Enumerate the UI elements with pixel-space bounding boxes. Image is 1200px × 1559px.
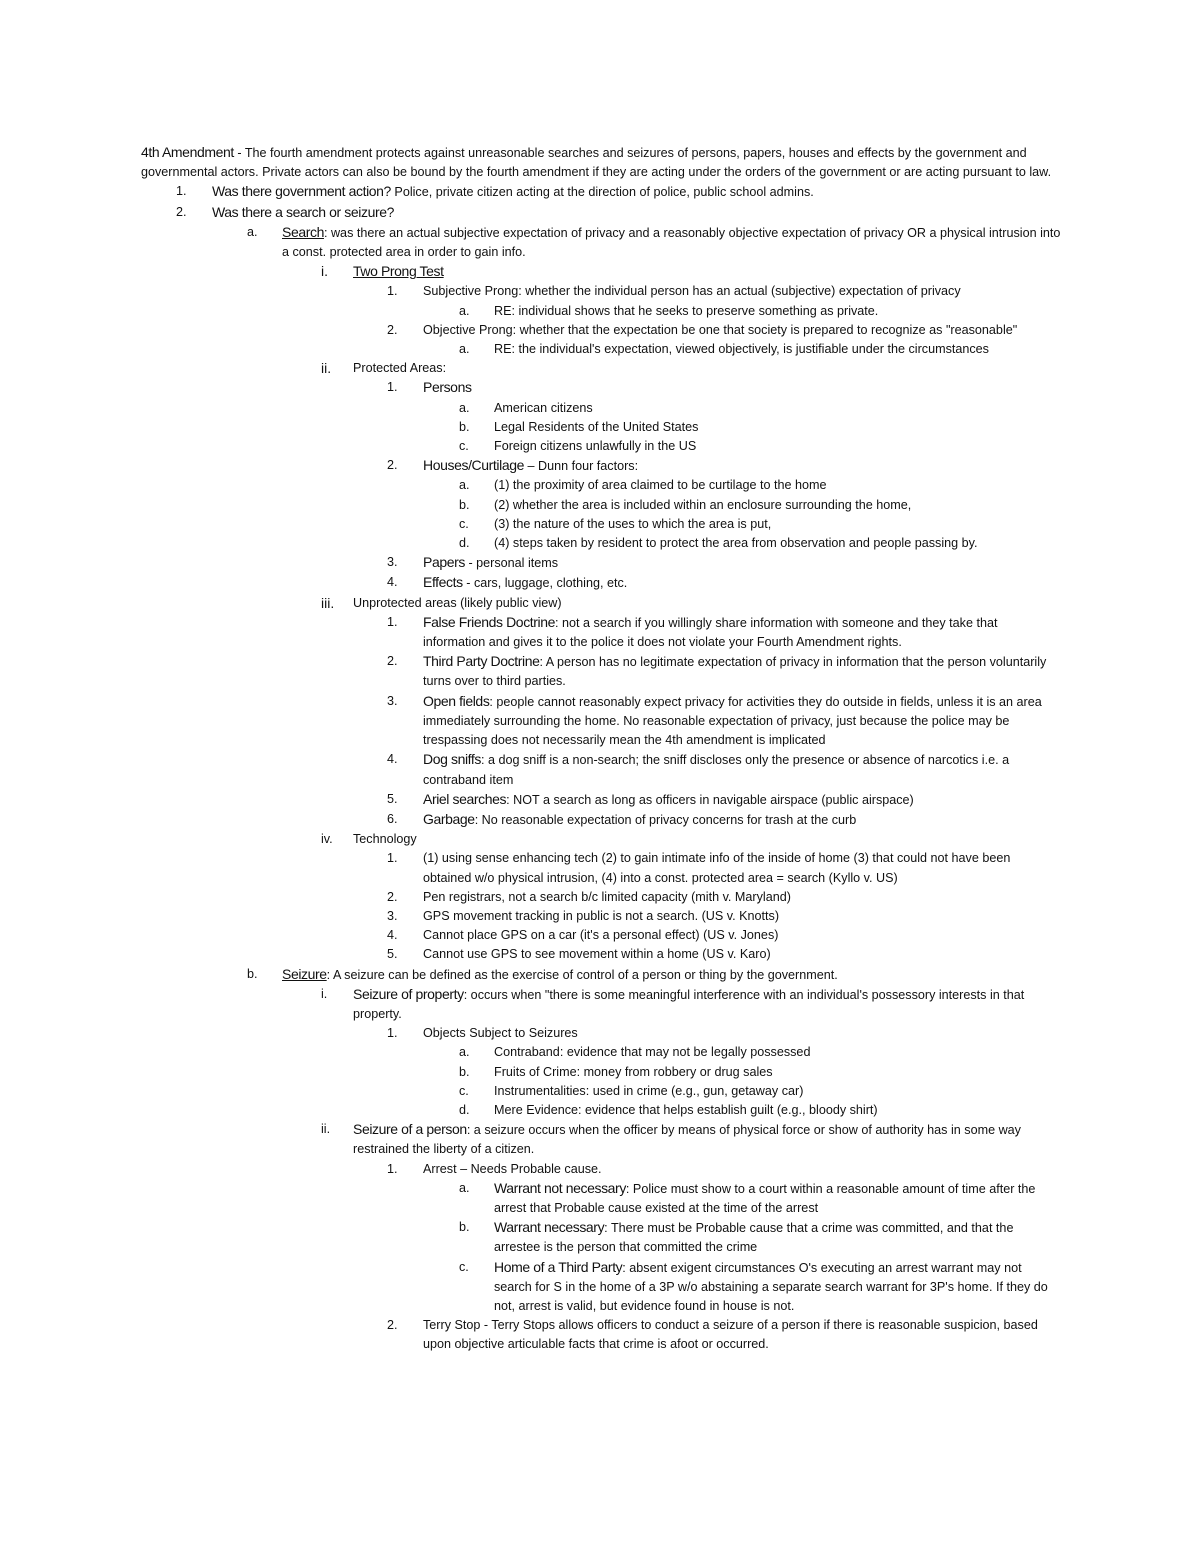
- list-item: [141, 1063, 1061, 1082]
- list-item: [141, 1101, 1061, 1120]
- protected-areas-item: [141, 359, 1061, 378]
- list-text: Objects Subject to Seizures: [423, 1026, 578, 1041]
- list-head: Warrant necessary: [494, 1219, 605, 1236]
- list-number: 3.: [387, 555, 398, 570]
- list-item: [141, 378, 1061, 398]
- list-head: Persons: [423, 379, 472, 396]
- list-text: Foreign citizens unlawfully in the US: [494, 439, 697, 454]
- two-prong-head: Two Prong Test: [353, 263, 444, 280]
- list-number: ii.: [321, 360, 332, 377]
- seizure-head: Seizure: [282, 965, 327, 982]
- list-text: GPS movement tracking in public is not a search. (US v. Knotts): [423, 908, 780, 923]
- list-item: [141, 945, 1061, 964]
- list-item: [141, 321, 1061, 340]
- protected-areas-head: Protected Areas:: [353, 361, 447, 376]
- list-text: Arrest – Needs Probable cause.: [423, 1161, 602, 1176]
- list-head: Home of a Third Party: [494, 1258, 623, 1275]
- question-1-text: Police, private citizen acting at the direction of police, public school admins.: [390, 185, 814, 200]
- list-text: RE: the individual's expectation, viewed objectively, is justifiable under the circumstances: [494, 342, 989, 357]
- list-number: 2.: [387, 458, 398, 473]
- list-number: a.: [459, 1045, 470, 1060]
- list-number: a.: [459, 400, 470, 415]
- list-item: [141, 790, 1061, 810]
- list-number: 4.: [387, 752, 398, 767]
- list-number: 1.: [387, 851, 398, 866]
- list-text: Cannot use GPS to see movement within a home (US v. Karo): [423, 947, 771, 962]
- list-head: Ariel searches: [423, 790, 507, 807]
- list-item: [141, 340, 1061, 359]
- list-text: Fruits of Crime: money from robbery or drug sales: [494, 1064, 773, 1079]
- list-text: : No reasonable expectation of privacy concerns for trash at the curb: [474, 812, 857, 827]
- search-head: Search: [282, 223, 324, 240]
- list-item: [141, 437, 1061, 456]
- list-text: Cannot place GPS on a car (it's a personal effect) (US v. Jones): [423, 928, 779, 943]
- list-number: 3.: [387, 693, 398, 708]
- list-head: Garbage: [423, 810, 475, 827]
- list-item: [141, 496, 1061, 515]
- list-number: b.: [247, 966, 258, 981]
- list-text: – Dunn four factors:: [524, 459, 639, 474]
- search-text: : was there an actual subjective expectation of privacy and a reasonably objective expectation of privacy OR a physical intrusion into a const. protected area in order to gain info.: [282, 225, 1061, 260]
- list-text: (1) using sense enhancing tech (2) to gain intimate info of the inside of home (3) that could not have been obtained w/o physical intrusion, (4) into a const. protected area = search (Kyllo v. US): [423, 851, 1011, 885]
- list-number: a.: [459, 342, 470, 357]
- list-text: : NOT a search as long as officers in navigable airspace (public airspace): [506, 792, 914, 807]
- list-text: - personal items: [464, 556, 559, 571]
- list-number: 1.: [176, 184, 187, 199]
- list-head: Seizure of a person: [353, 1121, 467, 1138]
- list-number: 1.: [387, 380, 398, 395]
- list-head: Papers: [423, 554, 465, 571]
- list-number: d.: [459, 1102, 470, 1117]
- intro-paragraph: [141, 143, 1061, 182]
- two-prong-item: [141, 262, 1061, 282]
- list-item: [141, 1316, 1061, 1354]
- list-item: [141, 907, 1061, 926]
- question-2: [141, 203, 1061, 223]
- list-number: c.: [459, 1083, 469, 1098]
- list-text: (3) the nature of the uses to which the area is put,: [494, 516, 772, 531]
- list-head: Third Party Doctrine: [423, 653, 540, 670]
- list-item: [141, 692, 1061, 751]
- list-number: c.: [459, 516, 469, 531]
- intro-text: - The fourth amendment protects against unreasonable searches and seizures of persons, papers, houses and effects by the government and governmental actors. Private actors can also be bound by the fourth amendment if they are acting under the orders of the government or are acting pursuant to law.: [141, 146, 1052, 180]
- list-head: Houses/Curtilage: [423, 457, 524, 474]
- list-number: 2.: [176, 204, 187, 219]
- list-item: [141, 1218, 1061, 1257]
- list-item: [141, 553, 1061, 573]
- list-text: Legal Residents of the United States: [494, 419, 699, 434]
- seizure-item: [141, 965, 1061, 985]
- seizure-text: : A seizure can be defined as the exercise of control of a person or thing by the government.: [326, 967, 838, 982]
- list-text: (4) steps taken by resident to protect the area from observation and people passing by.: [494, 536, 978, 551]
- list-number: b.: [459, 1220, 470, 1235]
- list-number: 2.: [387, 322, 398, 337]
- list-number: b.: [459, 419, 470, 434]
- list-number: 1.: [387, 614, 398, 629]
- list-text: (1) the proximity of area claimed to be curtilage to the home: [494, 478, 827, 493]
- list-text: (2) whether the area is included within an enclosure surrounding the home,: [494, 497, 912, 512]
- list-item: [141, 515, 1061, 534]
- list-number: 1.: [387, 284, 398, 299]
- list-text: Terry Stop - Terry Stops allows officers to conduct a seizure of a person if there is reasonable suspicion, based upon objective articulable facts that crime is afoot or occurred.: [423, 1318, 1038, 1352]
- list-number: i.: [321, 263, 328, 280]
- list-number: a.: [459, 303, 470, 318]
- list-number: c.: [459, 1259, 469, 1274]
- list-number: 2.: [387, 889, 398, 904]
- list-number: 2.: [387, 654, 398, 669]
- list-item: [141, 1082, 1061, 1101]
- list-item: [141, 1179, 1061, 1218]
- search-item: [141, 223, 1061, 262]
- list-head: False Friends Doctrine: [423, 613, 556, 630]
- intro-title: 4th Amendment: [141, 144, 234, 160]
- unprotected-areas-item: [141, 594, 1061, 613]
- list-item: [141, 652, 1061, 691]
- list-text: : not a search if you willingly share information with someone and they take that information and gives it to the police it does not violate your Fourth Amendment rights.: [423, 615, 998, 650]
- list-item: [141, 534, 1061, 553]
- question-1: [141, 182, 1061, 202]
- technology-item: [141, 830, 1061, 849]
- list-number: 5.: [387, 947, 398, 962]
- list-text: Subjective Prong: whether the individual person has an actual (subjective) expectation of privacy: [423, 284, 961, 299]
- unprotected-areas-head: Unprotected areas (likely public view): [353, 595, 562, 610]
- list-head: Warrant not necessary: [494, 1179, 626, 1196]
- list-item: [141, 1160, 1061, 1179]
- list-text: Instrumentalities: used in crime (e.g., gun, getaway car): [494, 1083, 804, 1098]
- seizure-person-item: [141, 1120, 1061, 1159]
- list-number: i.: [321, 986, 328, 1001]
- list-number: d.: [459, 536, 470, 551]
- list-number: 4.: [387, 575, 398, 590]
- list-number: 6.: [387, 811, 398, 826]
- question-1-head: Was there government action?: [212, 183, 391, 200]
- list-text: RE: individual shows that he seeks to preserve something as private.: [494, 303, 879, 318]
- list-text: : a seizure occurs when the officer by means of physical force or show of authority has in some way restrained the liberty of a citizen.: [353, 1123, 1021, 1157]
- list-number: iv.: [321, 832, 333, 847]
- list-number: b.: [459, 1064, 470, 1079]
- list-item: [141, 1024, 1061, 1043]
- list-head: Seizure of property: [353, 985, 464, 1002]
- list-text: : Police must show to a court within a reasonable amount of time after the arrest that Probable cause existed at the time of the arrest: [494, 1181, 1036, 1215]
- list-item: [141, 282, 1061, 301]
- list-item: [141, 1258, 1061, 1317]
- list-number: a.: [459, 478, 470, 493]
- seizure-property-item: [141, 985, 1061, 1024]
- list-number: 2.: [387, 1318, 398, 1333]
- list-text: : There must be Probable cause that a crime was committed, and that the arrestee is the person that committed the crime: [494, 1221, 1014, 1255]
- list-number: 3.: [387, 908, 398, 923]
- list-item: [141, 613, 1061, 652]
- list-text: : a dog sniff is a non-search; the sniff discloses only the presence or absence of narcotics i.e. a contraband item: [423, 753, 1010, 787]
- list-text: - cars, luggage, clothing, etc.: [462, 576, 628, 591]
- list-number: iii.: [321, 594, 335, 611]
- list-item: [141, 573, 1061, 593]
- list-number: 4.: [387, 928, 398, 943]
- list-item: [141, 399, 1061, 418]
- list-number: 1.: [387, 1026, 398, 1041]
- list-text: : people cannot reasonably expect privacy for activities they do outside in fields, unless it is an area immediately surrounding the home. No reasonable expectation of privacy, just because the police may be trespassing does not necessarily mean the 4th amendment is implicated: [423, 694, 1042, 748]
- list-number: a.: [459, 1180, 470, 1195]
- list-item: [141, 750, 1061, 789]
- list-item: [141, 302, 1061, 321]
- list-text: Objective Prong: whether that the expectation be one that society is prepared to recognize as "reasonable": [423, 322, 1018, 337]
- list-number: ii.: [321, 1122, 331, 1137]
- question-2-head: Was there a search or seizure?: [212, 203, 395, 220]
- list-item: [141, 1043, 1061, 1062]
- list-text: Mere Evidence: evidence that helps establish guilt (e.g., bloody shirt): [494, 1102, 878, 1117]
- list-head: Dog sniffs: [423, 751, 481, 768]
- list-item: [141, 849, 1061, 887]
- list-item: [141, 888, 1061, 907]
- list-item: [141, 926, 1061, 945]
- list-head: Effects: [423, 574, 463, 591]
- list-number: 5.: [387, 791, 398, 806]
- list-item: [141, 476, 1061, 495]
- list-item: [141, 810, 1061, 830]
- list-text: Contraband: evidence that may not be legally possessed: [494, 1045, 811, 1060]
- list-number: 1.: [387, 1161, 398, 1176]
- outline: [141, 143, 1061, 1355]
- list-number: c.: [459, 439, 469, 454]
- list-text: : A person has no legitimate expectation of privacy in information that the person voluntarily turns over to third parties.: [423, 655, 1047, 689]
- list-text: Pen registrars, not a search b/c limited capacity (mith v. Maryland): [423, 889, 791, 904]
- list-item: [141, 456, 1061, 476]
- list-head: Open fields: [423, 692, 490, 709]
- list-item: [141, 418, 1061, 437]
- list-number: a.: [247, 224, 258, 239]
- list-text: : absent exigent circumstances O's executing an arrest warrant may not search for S in the home of a 3P w/o abstaining a separate search warrant for 3P's home. If they do not, arrest is valid, but evidence found in house is not.: [494, 1260, 1048, 1313]
- technology-head: Technology: [353, 832, 417, 847]
- list-text: : occurs when "there is some meaningful interference with an individual's possessory interests in that property.: [353, 987, 1025, 1021]
- list-number: b.: [459, 497, 470, 512]
- list-text: American citizens: [494, 400, 593, 415]
